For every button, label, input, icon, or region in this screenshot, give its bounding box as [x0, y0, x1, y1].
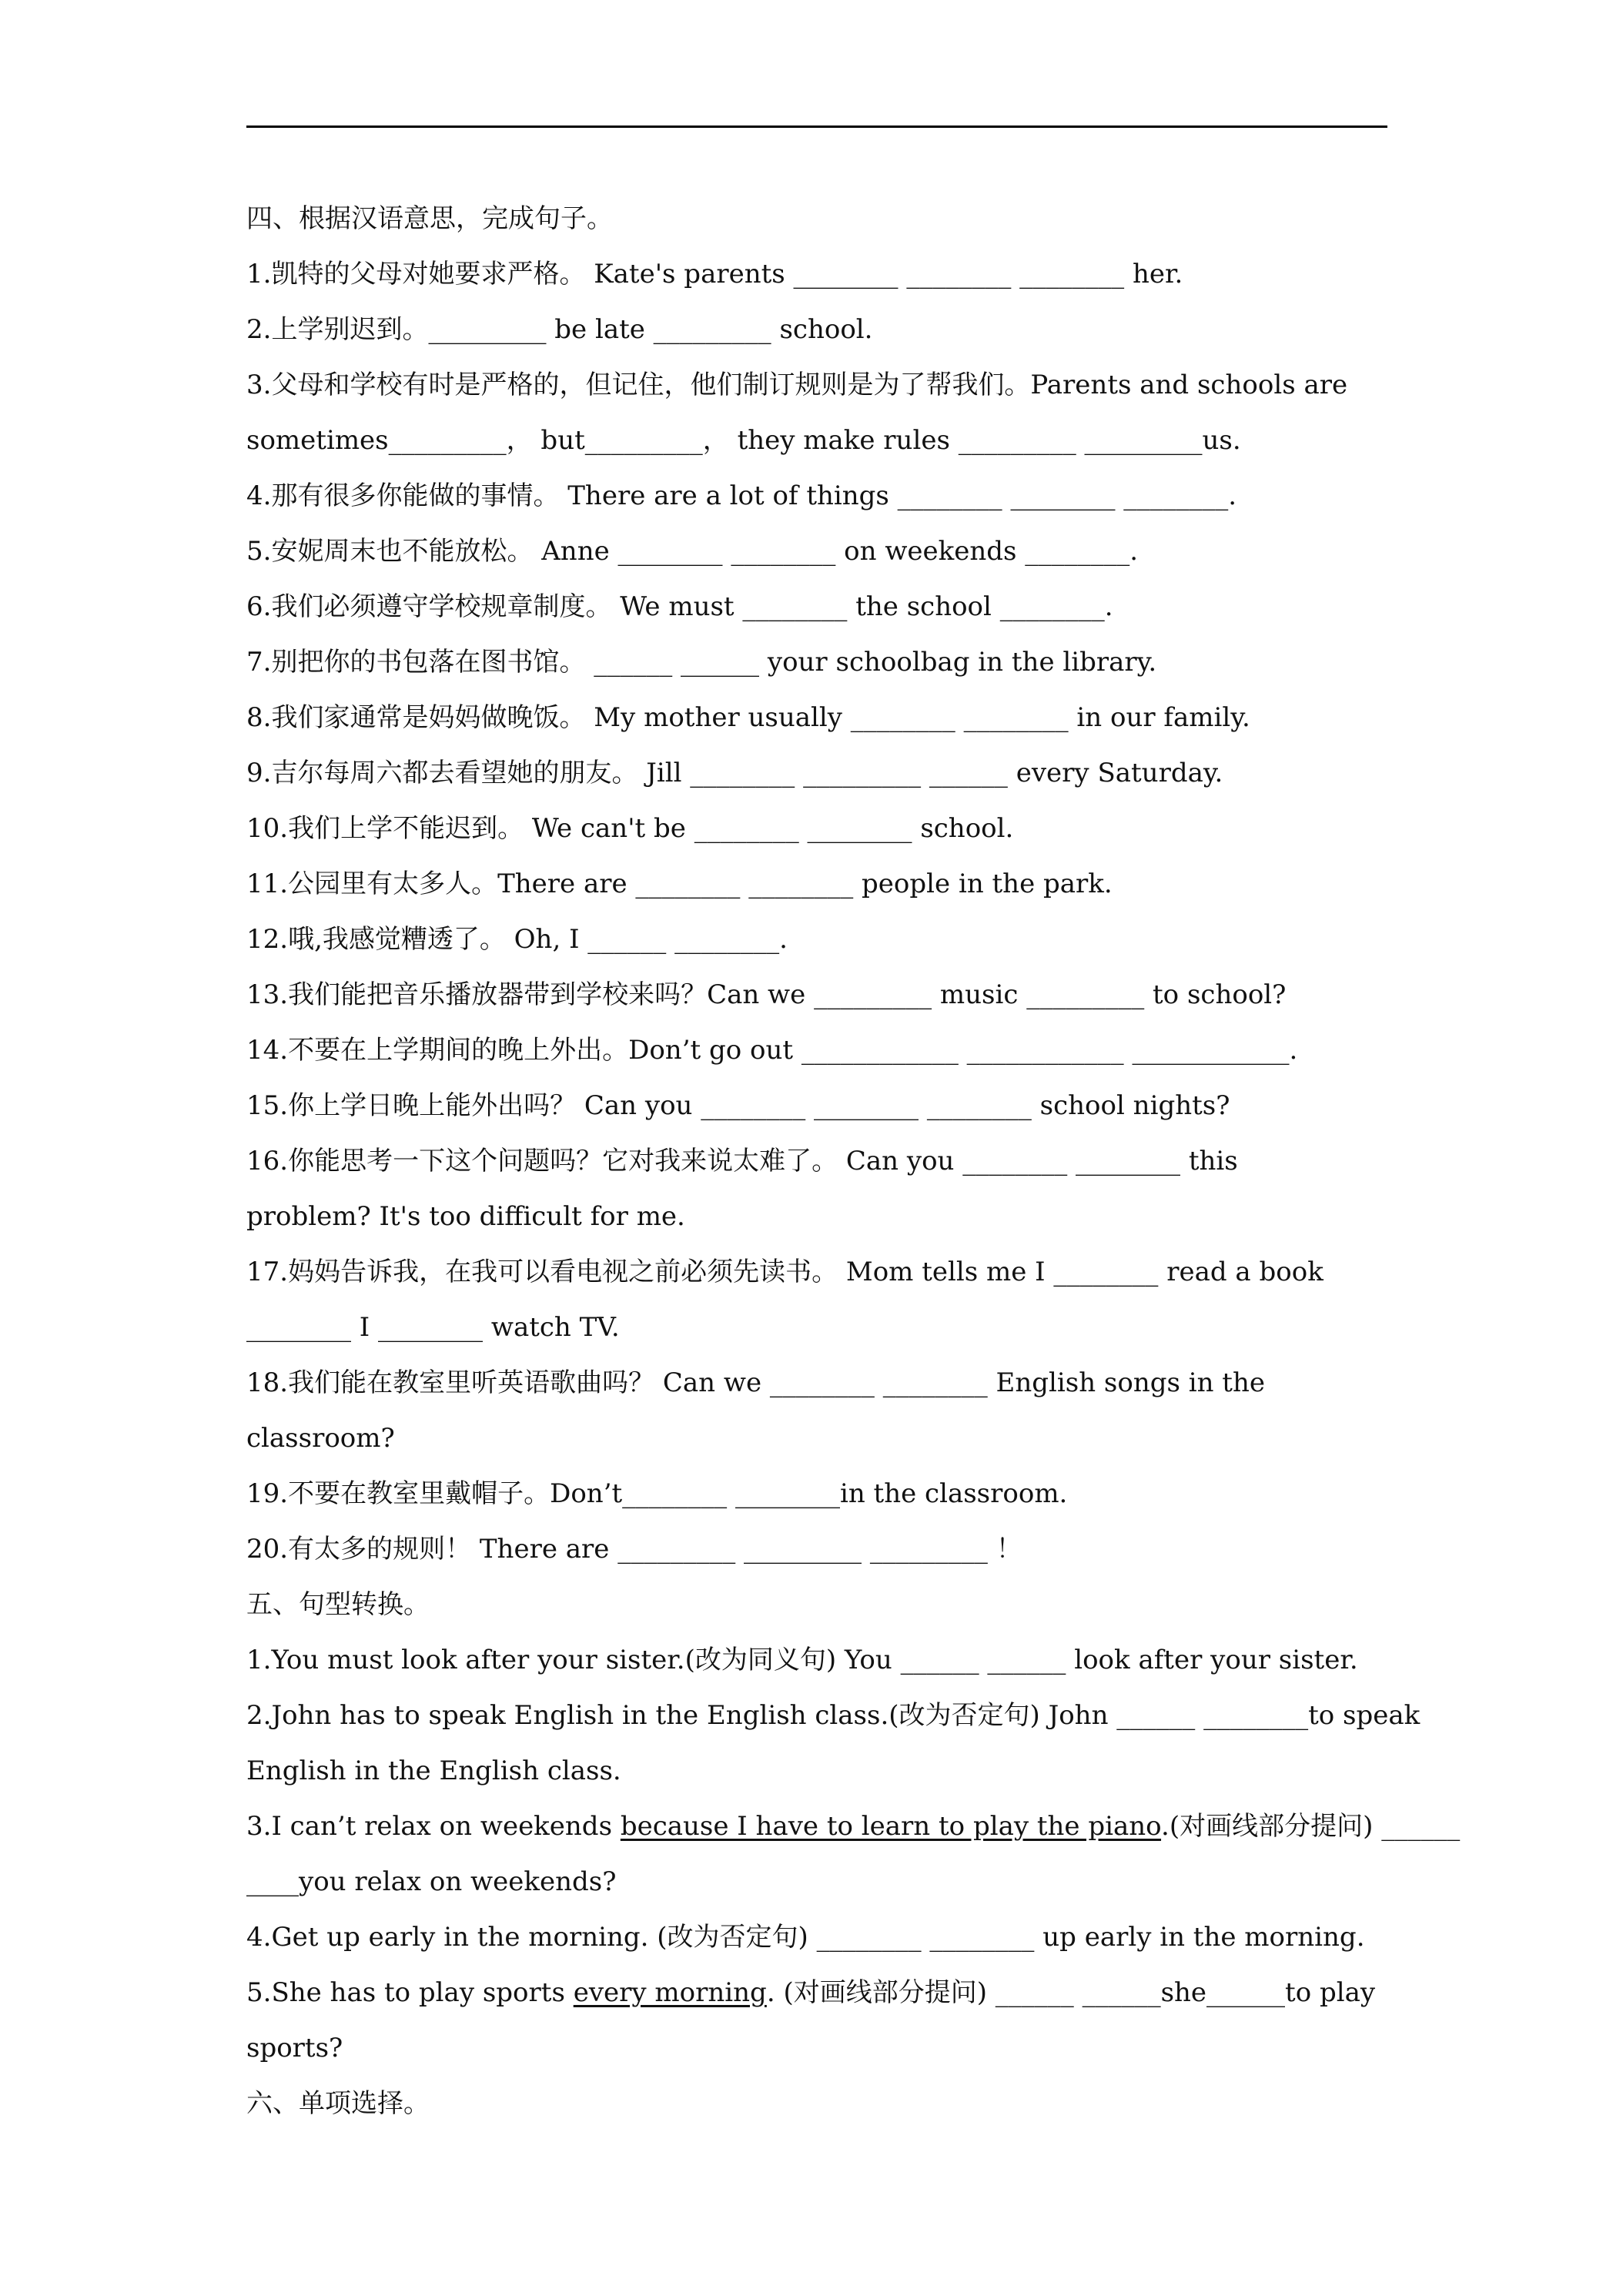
exercise-line: ____you relax on weekends?	[246, 1866, 617, 1897]
line-text: .(对画线部分提问) ______	[1161, 1811, 1461, 1842]
exercise-line: problem? It's too difficult for me.	[246, 1201, 685, 1232]
exercise-line: sports?	[246, 2033, 343, 2063]
section-6-heading: 六、单项选择。	[246, 2088, 430, 2119]
exercise-line: 6.我们必须遵守学校规章制度。 We must ________ the school ________.	[246, 591, 1113, 622]
line-text: 5.She has to play sports	[246, 1977, 574, 2008]
exercise-line: sometimes_________， but_________， they make rules _________ _________us.	[246, 425, 1241, 456]
exercise-line: 4.Get up early in the morning. (改为否定句) ________ ________ up early in the morning.	[246, 1922, 1365, 1953]
section-5-heading: 五、句型转换。	[246, 1589, 430, 1620]
exercise-line: 10.我们上学不能迟到。 We can't be ________ ________ school.	[246, 813, 1014, 844]
underlined-phrase: because I have to learn to play the piano	[620, 1811, 1162, 1842]
exercise-line: 13.我们能把音乐播放器带到学校来吗？Can we _________ music _________ to school?	[246, 979, 1287, 1010]
exercise-line: 17.妈妈告诉我，在我可以看电视之前必须先读书。 Mom tells me I ________ read a book	[246, 1257, 1323, 1287]
exercise-line: 18.我们能在教室里听英语歌曲吗？ Can we ________ ________ English songs in the	[246, 1367, 1265, 1398]
exercise-line: 5.安妮周末也不能放松。 Anne ________ ________ on weekends ________.	[246, 536, 1139, 567]
exercise-line: 2.上学别迟到。_________ be late _________ school.	[246, 314, 873, 345]
exercise-line: 1.凯特的父母对她要求严格。 Kate's parents ________ ________ ________ her.	[246, 259, 1183, 290]
worksheet-content	[246, 191, 1461, 2131]
exercise-line: classroom?	[246, 1423, 395, 1454]
exercise-line: ________ I ________ watch TV.	[246, 1312, 620, 1343]
exercise-line: 15.你上学日晚上能外出吗？ Can you ________ ________ ________ school nights?	[246, 1090, 1230, 1121]
exercise-line: English in the English class.	[246, 1755, 621, 1786]
header-rule	[246, 126, 1387, 128]
exercise-line: 1.You must look after your sister.(改为同义句) You ______ ______ look after your sister.	[246, 1645, 1358, 1675]
exercise-line: 20.有太多的规则！ There are _________ _________ _________ ！	[246, 1534, 1022, 1565]
exercise-line: 7.别把你的书包落在图书馆。 ______ ______ your schoolbag in the library.	[246, 647, 1157, 678]
exercise-line: 16.你能思考一下这个问题吗？它对我来说太难了。 Can you ________ ________ this	[246, 1146, 1238, 1176]
exercise-line	[246, 1799, 1461, 1854]
line-text: 3.I can’t relax on weekends	[246, 1811, 621, 1842]
section-4-heading: 四、根据汉语意思，完成句子。	[246, 203, 613, 234]
exercise-line: 19.不要在教室里戴帽子。Don’t________ ________in the classroom.	[246, 1478, 1068, 1509]
exercise-line: 2.John has to speak English in the English class.(改为否定句) John ______ ________to speak	[246, 1700, 1421, 1731]
exercise-line	[246, 1965, 1387, 2020]
exercise-line: 8.我们家通常是妈妈做晚饭。 My mother usually ________ ________ in our family.	[246, 702, 1250, 733]
exercise-line: 14.不要在上学期间的晚上外出。Don’t go out ____________ ____________ ____________.	[246, 1035, 1298, 1066]
exercise-line: 4.那有很多你能做的事情。 There are a lot of things ________ ________ ________.	[246, 480, 1237, 511]
exercise-line: 9.吉尔每周六都去看望她的朋友。 Jill ________ _________ ______ every Saturday.	[246, 758, 1223, 788]
underlined-phrase: every morning	[573, 1977, 767, 2008]
exercise-line: 3.父母和学校有时是严格的，但记住，他们制订规则是为了帮我们。Parents and schools are	[246, 370, 1348, 400]
line-text: . (对画线部分提问) ______ ______she______to play	[766, 1977, 1376, 2008]
exercise-line: 11.公园里有太多人。There are ________ ________ people in the park.	[246, 869, 1113, 899]
exercise-line: 12.哦,我感觉糟透了。 Oh, I ______ ________.	[246, 924, 788, 955]
